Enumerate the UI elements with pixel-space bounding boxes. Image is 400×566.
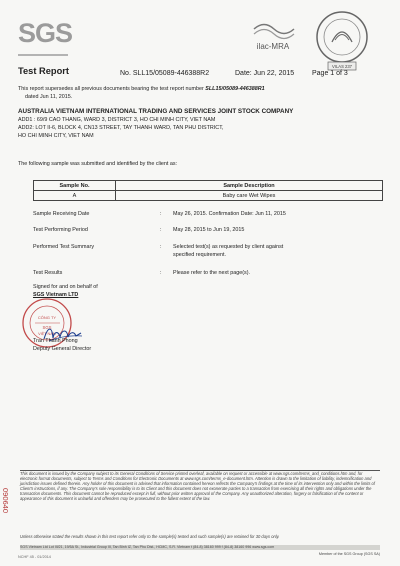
logo-underline: [18, 54, 68, 56]
sample-table: [33, 180, 383, 201]
client-address-1: ADD1 : 69/9 CAO THANG, WARD 3, DISTRICT 3, HO CHI MINH CITY, VIET NAM: [18, 117, 216, 123]
sample-table-header: [34, 181, 383, 191]
sample-no-cell: A: [34, 191, 116, 201]
test-results-value: Please refer to the next page(s).: [173, 270, 251, 276]
test-summary-label: Performed Test Summary: [33, 244, 95, 250]
page-number: Page 1 of 3: [312, 70, 348, 77]
receiving-date-value: May 26, 2015. Confirmation Date: Jun 11, 2015: [173, 211, 286, 217]
supersede-line-1: [18, 86, 265, 92]
client-address-2: ADD2: LOT II-6, BLOCK 4, CN13 STREET, TAY THANH WARD, TAN PHU DISTRICT,: [18, 125, 224, 131]
sgs-group-member: Member of the SGS Group (SGS SA): [318, 552, 380, 556]
report-date: Date: Jun 22, 2015: [235, 70, 295, 77]
testing-period-value: May 28, 2015 to Jun 19, 2015: [173, 227, 245, 233]
form-code: NCHF 45 - 01/2014: [18, 555, 51, 559]
signer-position: Deputy General Director: [33, 346, 92, 352]
supersede-date: dated Jun 11, 2015.: [25, 94, 73, 100]
vilas-label: VILAS 237: [331, 64, 353, 69]
testing-period-label: Test Performing Period: [33, 227, 88, 233]
superseded-report-number: SLL15/05089-446388R1: [205, 86, 265, 92]
terms-paragraph: This document is issued by the Company subject to its General Conditions of Service printed overleaf, available on request or accessible at www.sgs.com/terms_and_conditions.htm and, for electronic format documents, subject to Terms and Conditions for Electronic Documents at www.sgs.com/terms_e-document.htm. Attention is drawn to the limitation of liability, indemnification and jurisdiction issues defined therein. Any holder of this document is advised that information contained hereon reflects the Company's findings at the time of its intervention only and within the limits of Client's instructions, if any. The Company's sole responsibility is to its Client and this document does not exonerate parties to a transaction from exercising all their rights and obligations under the transaction documents. This document cannot be reproduced except in full, without prior written approval of the Company. Any unauthorized alteration, forgery or falsification of the content or appearance of this document is unlawful and offenders may be prosecuted to the fullest extent of the law.: [20, 471, 375, 501]
svg-text:VIỆT NAM: VIỆT NAM: [38, 332, 56, 336]
sample-no-header: Sample No.: [34, 181, 116, 191]
svg-text:CÔNG TY: CÔNG TY: [37, 315, 57, 320]
receiving-date-label: Sample Receiving Date: [33, 211, 90, 217]
sample-intro: The following sample was submitted and identified by the client as:: [18, 161, 178, 167]
signed-for-text: Signed for and on behalf of: [33, 284, 98, 290]
report-number: No. SLL15/05089-446388R2: [120, 70, 210, 77]
client-company-name: AUSTRALIA VIETNAM INTERNATIONAL TRADING AND SERVICES JOINT STOCK COMPANY: [18, 108, 294, 115]
ilac-mra-logo: [246, 18, 301, 54]
test-results-label: Test Results: [33, 270, 63, 276]
signing-company: SGS Vietnam LTD: [33, 292, 79, 298]
report-title: Test Report: [18, 66, 69, 76]
ilac-mra-text: ilac-MRA: [256, 42, 290, 51]
svg-text:SGS: SGS: [42, 325, 52, 330]
retention-notice: Unless otherwise stated the results shown in this test report refer only to the sample(s) tested and such sample(s) are retained for 30 days only.: [20, 534, 280, 539]
document-serial-number: 090640: [1, 488, 10, 514]
sample-description-header: Sample Description: [116, 181, 383, 191]
vilas-accreditation-seal: [312, 7, 372, 73]
footer-address: SGS Vietnam Ltd Lot III/21, 19/5A St., Industrial Group III, Tan Binh IZ, Tan Phu Dist., HCMC, S.R. Vietnam t (84-8) 38160 999 f (84-8) 38160 996 www.sgs.com: [20, 545, 275, 549]
sample-description-cell: Baby care Wet Wipes: [116, 191, 383, 201]
test-report-page: SGS ilac-MRA VILAS 237 Test Report No. SLL15/05089-446388R2 Date: Jun 22, 2015 Page 1 of 3 This report supersedes all previous documents bearing the test report number SLL15/05089-446388R1 dated Jun 11, 2015. AUSTRALIA VIETNAM INTERNATIONAL TRADING AND SERVICES JOINT STOCK COMPANY ADD1 : 69/9 CAO THANG, WARD 3, DISTRICT 3, HO CHI MINH CITY, VIET NAM ADD2: LOT II-6, BLOCK 4, CN13 STREET, TAY THANH WARD, TAN PHU DISTRICT, HO CHI MINH CITY, VIET NAM The following sample was submitted and identified by the client as: Sample No. Sample Description A Baby care Wet Wipes Sample Receiving Date : May 26, 2015. Confirmation Date: Jun 11, 2015 Test Performing Period : May 28, 2015 to Jun 19, 2015 Performed Test Summary : Selected test(s) as requested by client against specified requirement. Test Results : Please refer to the next page(s). Signed for and on behalf of SGS Vietnam LTD CÔNG TY SGS VIỆT NAM Tran Thanh Phong Deputy General Director This document is issued by the Company subject to its General Conditions of Service printed overleaf, available on request or accessible at www.sgs.com/terms_and_conditions.htm and, for electronic format documents, subject to Terms and Conditions for Electronic Documents at www.sgs.com/terms_e-document.htm. Attention is drawn to the limitation of liability, indemnification and jurisdiction issues defined therein. Any holder of this document is advised that information contained hereon reflects the Company's findings at the time of its intervention only and within the limits of Client's instructions, if any. The Company's sole responsibility is to its Client and this document does not exonerate parties to a transaction from exercising all their rights and obligations under the transaction documents. This document cannot be reproduced except in full, without prior written approval of the Company. Any unauthorized alteration, forgery or falsification of the content or appearance of this document is unlawful and offenders may be prosecuted to the fullest extent of the law. Unless otherwise stated the results shown in this test report refer only to the sample(s) tested and such sample(s) are retained for 30 days only. SGS Vietnam Ltd Lot III/21, 19/5A St., Industrial Group III, Tan Binh IZ, Tan Phu Dist., HCMC, S.R. Vietnam t (84-8) 38160 999 f (84-8) 38160 996 www.sgs.com Member of the SGS Group (SGS SA) 090640 NCHF 45 - 01/2014: [0, 0, 400, 566]
supersede-text: This report supersedes all previous documents bearing the test report number: [18, 86, 204, 92]
test-summary-value-2: specified requirement.: [173, 252, 227, 258]
table-row: [34, 191, 383, 201]
test-summary-value-1: Selected test(s) as requested by client against: [173, 244, 284, 250]
client-address-2-cont: HO CHI MINH CITY, VIET NAM: [18, 133, 94, 139]
sgs-logo: SGS: [18, 18, 73, 48]
signer-name: Tran Thanh Phong: [33, 338, 78, 344]
